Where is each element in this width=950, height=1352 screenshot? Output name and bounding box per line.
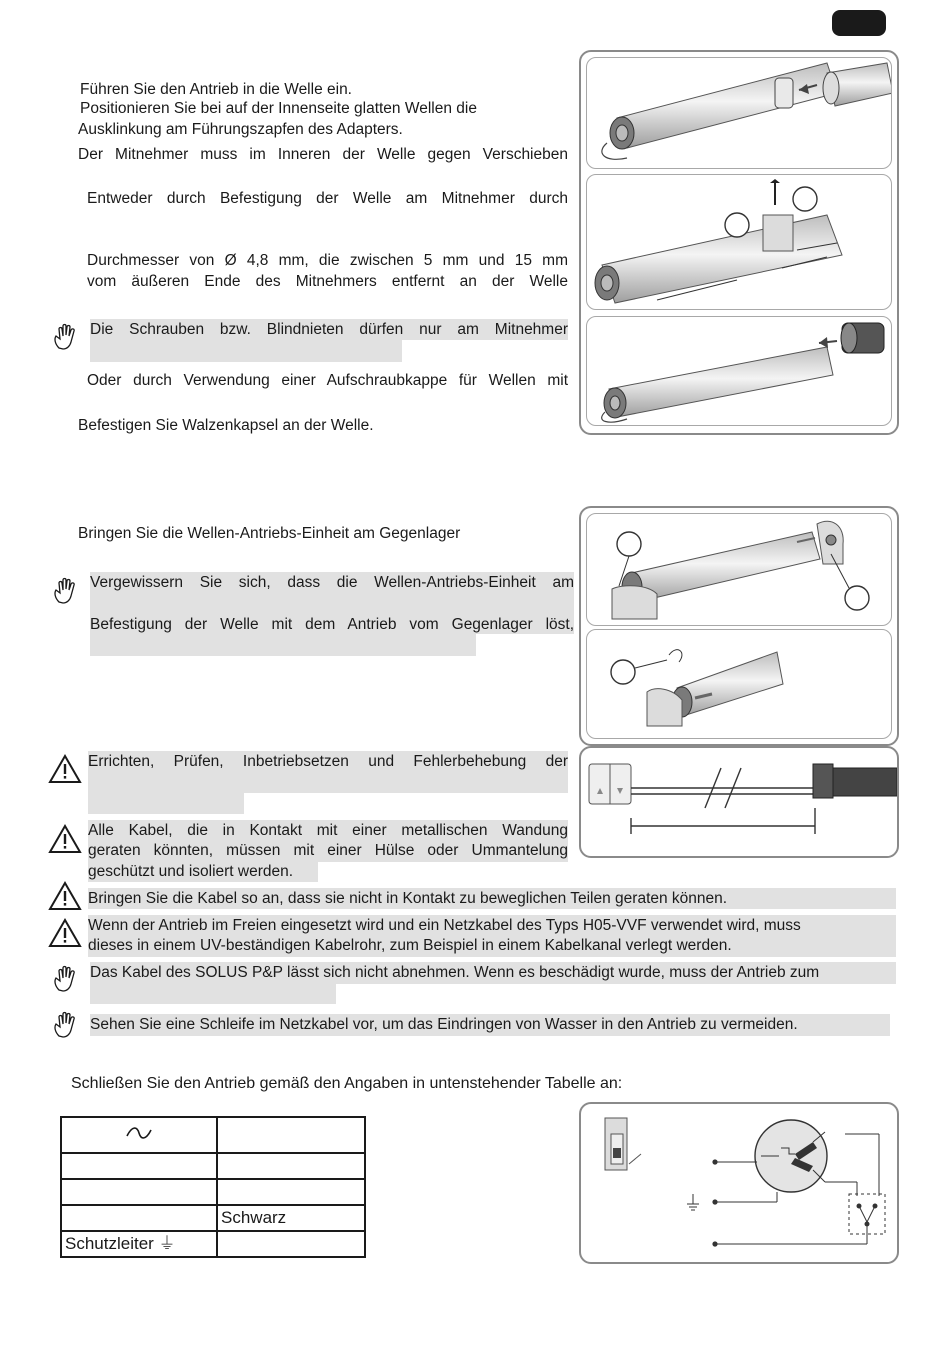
- figure-panel-fix: [586, 174, 892, 310]
- warning-triangle-icon: [48, 918, 82, 948]
- page-badge: [832, 10, 886, 36]
- s1-opt1b: Durchmesser von Ø 4,8 mm, die zwischen 5 mm und 15 mm: [87, 252, 568, 269]
- s1-step2b: Ausklinkung am Führungszapfen des Adapters.: [78, 121, 403, 138]
- hand-note-icon: [50, 1010, 84, 1040]
- table-row: [61, 1153, 365, 1179]
- hand-note-icon: [50, 576, 84, 606]
- table-cell: [61, 1205, 217, 1231]
- s3-warn1: Errichten, Prüfen, Inbetriebsetzen und Fehlerbehebung der: [88, 753, 568, 770]
- table-cell: [61, 1179, 217, 1205]
- table-cell-earth: Schutzleiter ⏚: [61, 1231, 217, 1257]
- s1-opt1: Entweder durch Befestigung der Welle am Mitnehmer durch: [87, 190, 568, 207]
- s3-warn3: Bringen Sie die Kabel so an, dass sie nicht in Kontakt zu beweglichen Teilen geraten können.: [88, 890, 728, 907]
- s1-step1: Führen Sie den Antrieb in die Welle ein.: [80, 81, 352, 98]
- figure-box-1: [579, 50, 899, 435]
- s3-note1: Das Kabel des SOLUS P&P lässt sich nicht abnehmen. Wenn es beschädigt wurde, muss der Antrieb zum: [90, 964, 820, 981]
- figure-panel-lock: [586, 629, 892, 739]
- s3-warn4b: dieses in einem UV-beständigen Kabelrohr, zum Beispiel in einem Kabelkanal verlegt werden.: [88, 937, 732, 954]
- table-row: [61, 1179, 365, 1205]
- figure-box-2: [579, 506, 899, 746]
- table-cell-black: Schwarz: [217, 1205, 365, 1231]
- table-cell-ac-symbol: [61, 1117, 217, 1153]
- s3-warn2b: geraten könnten, müssen mit einer Hülse oder Ummantelung: [88, 842, 568, 859]
- s3-warn2c: geschützt und isoliert werden.: [88, 863, 294, 880]
- s1-step2: Positionieren Sie bei auf der Innenseite glatten Wellen die: [80, 100, 477, 117]
- s2-note1b: Befestigung der Welle mit dem Antrieb vom Gegenlager löst,: [90, 616, 574, 633]
- table-cell: [217, 1117, 365, 1153]
- warning-triangle-icon: [48, 754, 82, 784]
- s3-warn2a: Alle Kabel, die in Kontakt mit einer metallischen Wandung: [88, 822, 568, 839]
- s2-note1: Vergewissern Sie sich, dass die Wellen-Antriebs-Einheit am: [90, 574, 574, 591]
- s2-step1: Bringen Sie die Wellen-Antriebs-Einheit am Gegenlager: [78, 525, 461, 542]
- hand-note-icon: [50, 964, 84, 994]
- s1-note1: Die Schrauben bzw. Blindnieten dürfen nur am Mitnehmer: [90, 321, 568, 338]
- s3-warn4a: Wenn der Antrieb im Freien eingesetzt wird und ein Netzkabel des Typs H05-VVF verwendet wird, muss: [88, 917, 801, 934]
- table-row: [61, 1117, 365, 1153]
- s1-opt2: Oder durch Verwendung einer Aufschraubkappe für Wellen mit: [87, 372, 568, 389]
- figure-box-wiring: [579, 1102, 899, 1264]
- ac-symbol-icon: [125, 1126, 153, 1140]
- figure-box-cable: [579, 746, 899, 858]
- s4-intro: Schließen Sie den Antrieb gemäß den Angaben in untenstehender Tabelle an:: [71, 1075, 623, 1092]
- table-cell: [217, 1231, 365, 1257]
- table-row: [61, 1231, 365, 1257]
- table-cell: [61, 1153, 217, 1179]
- figure-panel-mount: [586, 513, 892, 626]
- table-cell: [217, 1153, 365, 1179]
- hand-note-icon: [50, 322, 84, 352]
- wiring-table: [60, 1116, 366, 1258]
- warning-triangle-icon: [48, 881, 82, 911]
- s1-step4: Befestigen Sie Walzenkapsel an der Welle.: [78, 417, 374, 434]
- figure-panel-cap: [586, 316, 892, 426]
- warning-triangle-icon: [48, 824, 82, 854]
- s1-opt1c: vom äußeren Ende des Mitnehmers entfernt an der Welle: [87, 273, 568, 290]
- table-cell: [217, 1179, 365, 1205]
- s1-step3: Der Mitnehmer muss im Inneren der Welle gegen Verschieben: [78, 146, 568, 163]
- figure-panel-insert: [586, 57, 892, 169]
- s3-note2: Sehen Sie eine Schleife im Netzkabel vor, um das Eindringen von Wasser in den Antrieb zu vermeiden.: [90, 1016, 798, 1033]
- table-row: [61, 1205, 365, 1231]
